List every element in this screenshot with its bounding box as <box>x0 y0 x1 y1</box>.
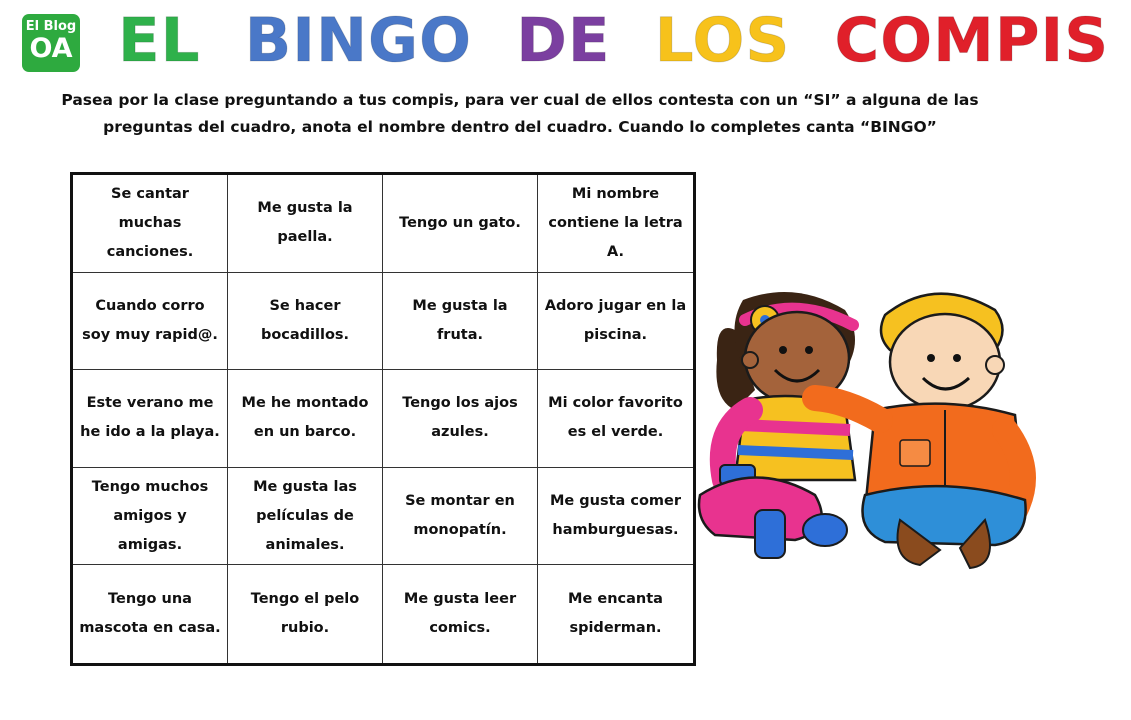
bingo-cell[interactable]: Tengo una mascota en casa. <box>73 565 228 663</box>
bingo-cell[interactable]: Me gusta comer hamburguesas. <box>538 468 693 566</box>
logo-text-bottom: OA <box>29 33 73 64</box>
bingo-cell[interactable]: Me gusta la fruta. <box>383 273 538 371</box>
logo-text-top: El Blog <box>25 19 77 34</box>
bingo-cell[interactable]: Me gusta las películas de animales. <box>228 468 383 566</box>
bingo-cell[interactable]: Me gusta la paella. <box>228 175 383 273</box>
instructions-line-1: Pasea por la clase preguntando a tus compis, para ver cual de ellos contesta con un “SI” a alguna de las <box>61 91 979 109</box>
bingo-cell[interactable]: Se hacer bocadillos. <box>228 273 383 371</box>
title-word-el: EL <box>118 5 201 76</box>
bingo-grid <box>70 172 696 666</box>
bingo-cell[interactable]: Mi color favorito es el verde. <box>538 370 693 468</box>
instructions-line-2: preguntas del cuadro, anota el nombre dentro del cuadro. Cuando lo completes canta “BINGO” <box>103 118 937 136</box>
bingo-cell[interactable]: Se cantar muchas canciones. <box>73 175 228 273</box>
bingo-cell[interactable]: Me gusta leer comics. <box>383 565 538 663</box>
bingo-cell[interactable]: Mi nombre contiene la letra A. <box>538 175 693 273</box>
instructions <box>40 87 1000 141</box>
bingo-cell[interactable]: Tengo el pelo rubio. <box>228 565 383 663</box>
page-title <box>118 2 1110 80</box>
title-word-compis: COMPIS <box>834 5 1110 76</box>
bingo-cell[interactable]: Me he montado en un barco. <box>228 370 383 468</box>
bingo-cell[interactable]: Tengo los ajos azules. <box>383 370 538 468</box>
blog-logo <box>22 14 80 72</box>
title-word-de: DE <box>516 5 611 76</box>
bingo-cell[interactable]: Tengo un gato. <box>383 175 538 273</box>
bingo-cell[interactable]: Adoro jugar en la piscina. <box>538 273 693 371</box>
title-word-los: LOS <box>654 5 791 76</box>
kids-illustration <box>695 280 1035 580</box>
bingo-cell[interactable]: Tengo muchos amigos y amigas. <box>73 468 228 566</box>
title-word-bingo: BINGO <box>244 5 472 76</box>
girl-figure <box>699 292 855 558</box>
bingo-cell[interactable]: Me encanta spiderman. <box>568 591 663 637</box>
bingo-cell[interactable]: Se montar en monopatín. <box>383 468 538 566</box>
bingo-cell[interactable]: Este verano me he ido a la playa. <box>73 370 228 468</box>
bingo-cell[interactable]: Cuando corro soy muy rapid@. <box>73 273 228 371</box>
